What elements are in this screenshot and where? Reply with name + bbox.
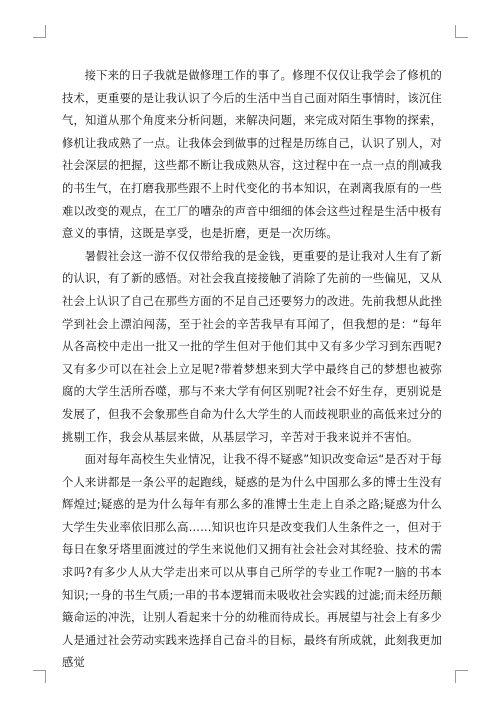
paragraph-graduate-unemployment: 面对每年高校生失业情况，让我不得不疑惑”知识改变命运“是否对于每个人来讲都是一条公平的起跑线，疑惑的是为什么中国那么多的博士生没有辉煌过;疑惑的是为什么每年有那么多的准博士生走上自杀之路;疑惑为什么大学生失业率依旧那么高……知识也许只是改变我们人生条件之一，但对于每日在象牙塔里面渡过的学生来说他们又拥有社会社会对其经验、技术的需求吗?有多少人从大学走出来可以从事自己所学的专业工作呢?一脑的书本知识;一身的书生气质;一串的书本逻辑而未吸收社会实践的过滤;而未经历颠簸命运的冲洗，让别人看起来十分的幼稚而待成长。再展望与社会上有多少人是通过社会劳动实践来选择自己奋斗的目标，最终有所成就，此刻我更加感觉 (62, 453, 442, 670)
crop-mark-top-right (455, 25, 468, 38)
crop-mark-bottom-left (33, 670, 46, 683)
paragraph-repair-work: 接下来的日子我就是做修理工作的事了。修理不仅仅让我学会了修机的技术，更重要的是让我认识了今后的生活中当自己面对陌生事情时，该沉住气，知道从那个角度来分析问题，来解决问题，来完成对陌生事物的探索，修机让我成熟了一点。让我体会到做事的过程是历练自己，认识了别人，对社会深层的把握，这些都不断让我成熟从容，这过程中在一点一点的削减我的书生气，在打磨我那些跟不上时代变化的书本知识，在剥离我原有的一些难以改变的观点，在工厂的嘈杂的声音中细细的体会这些过程是生活中极有意义的事情，这既是享受，也是折磨，更是一次历练。 (62, 69, 442, 241)
document-body (62, 65, 442, 675)
paragraph-summer-society: 暑假社会这一游不仅仅带给我的是金钱，更重要的是让我对人生有了新的认识，有了新的感悟。对社会我直接接触了消除了先前的一些偏见，又从社会上认识了自己在那些方面的不足自己还要努力的改进。先前我想从此挫学到社会上漂泊闯荡，至于社会的辛苦我早有耳闻了，但我想的是：“每年从各高校中走出一批又一批的学生但对于他们其中又有多少学习到东西呢?又有多少可以在社会上立足呢?带着梦想来到大学中最终自己的梦想也被弥腐的大学生活所吞噬，那与不来大学有何区别呢?社会不好生存，更别说是发展了，但我不会象那些自命为什么大学生的人而歧视职业的高低来过分的挑剔工作，我会从基层来做，从基层学习，辛苦对于我来说并不害怕。 (62, 249, 442, 444)
crop-mark-bottom-right (455, 670, 468, 683)
crop-mark-top-left (33, 25, 46, 38)
